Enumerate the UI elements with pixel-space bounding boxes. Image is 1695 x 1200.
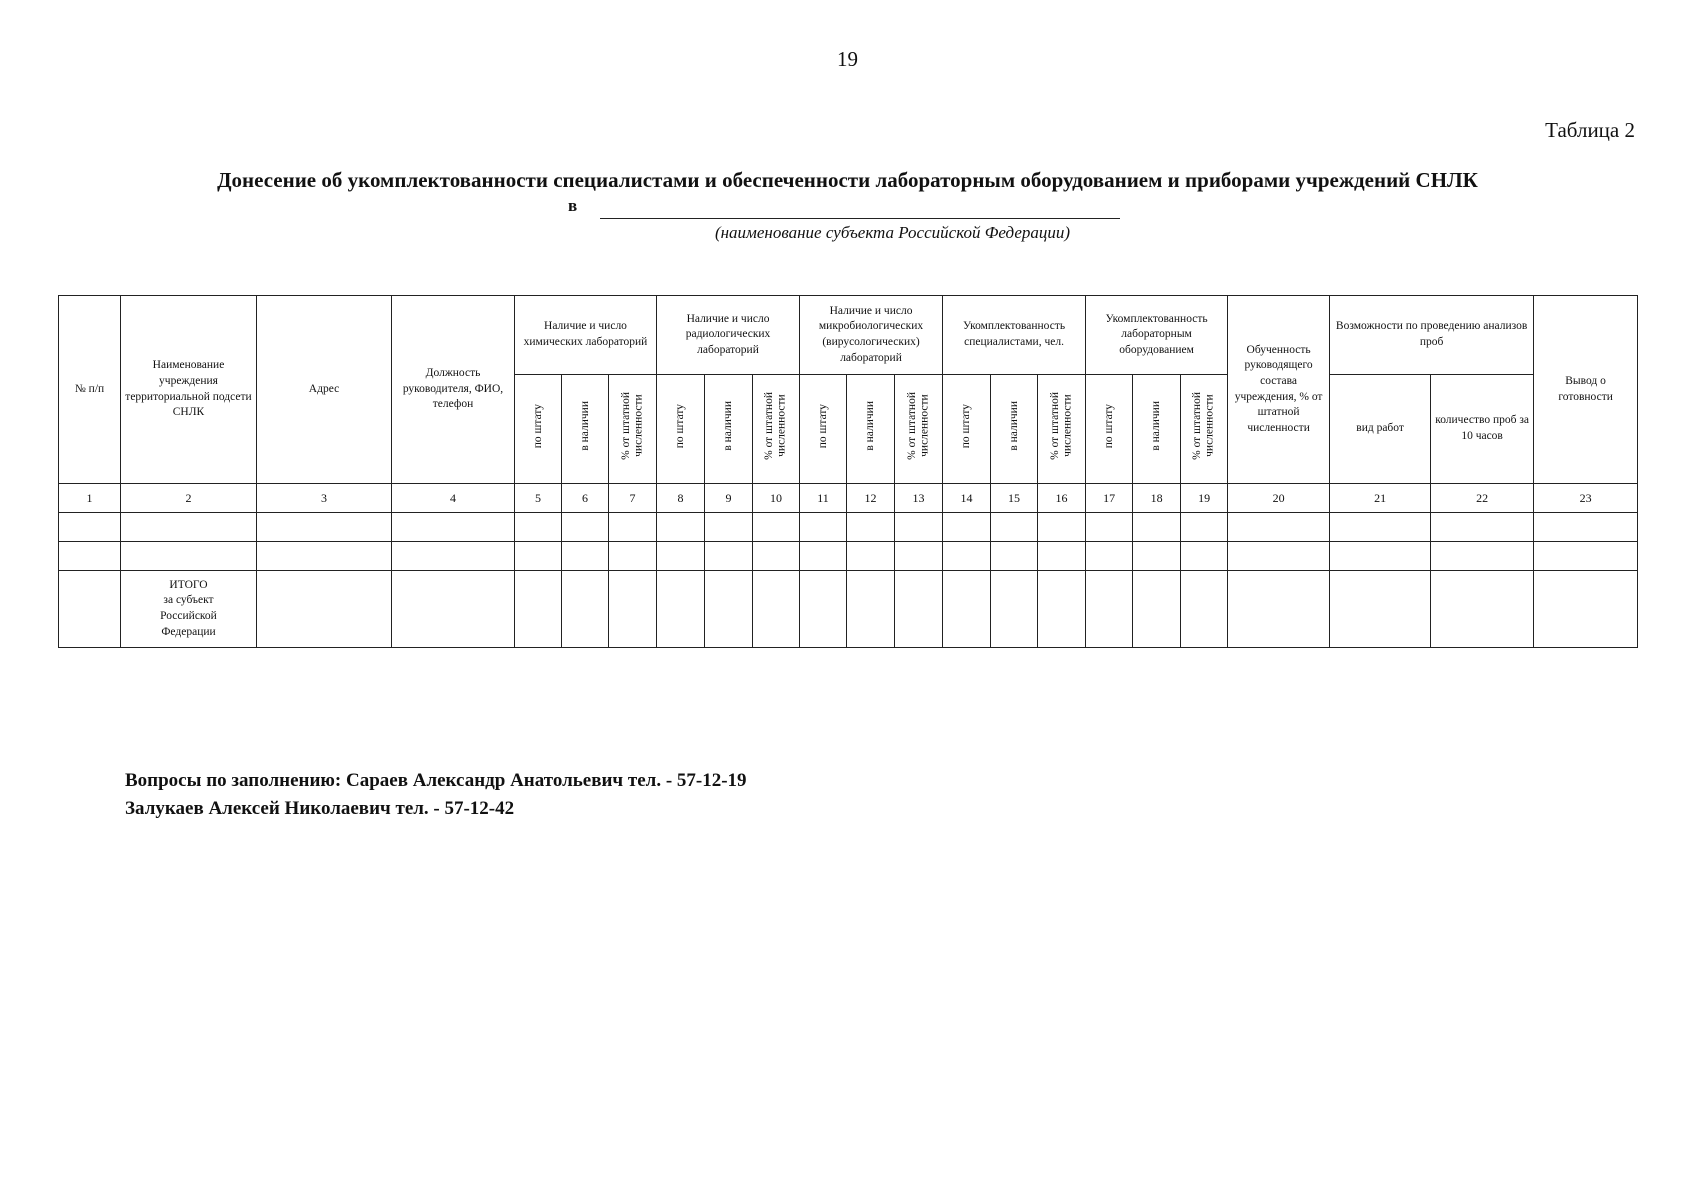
table-cell[interactable] [562,513,609,542]
header-group-analysis: Возможности по проведению анализов проб [1330,296,1534,375]
table-cell[interactable] [943,571,991,648]
table-cell[interactable] [657,571,705,648]
table-cell[interactable] [705,542,753,571]
subheader-percent: % от штатной численности [619,392,645,461]
column-number: 6 [562,484,609,513]
table-cell[interactable] [991,571,1038,648]
table-cell[interactable] [121,513,257,542]
table-cell[interactable] [800,571,847,648]
column-number: 21 [1330,484,1431,513]
table-cell[interactable] [515,542,562,571]
subheader-cell [515,375,562,484]
header-no: № п/п [59,296,121,484]
table-cell[interactable] [257,571,392,648]
table-cell[interactable] [1330,513,1431,542]
table-cell[interactable] [59,542,121,571]
table-cell[interactable] [1133,513,1181,542]
table-cell[interactable] [562,571,609,648]
table-cell[interactable] [705,513,753,542]
table-cell[interactable] [121,542,257,571]
table-cell[interactable] [1431,571,1534,648]
subheader-cell [753,375,800,484]
table-row [59,513,1638,542]
table-cell[interactable] [847,542,895,571]
header-group-staffing: Укомплектованность специалистами, чел. [943,296,1086,375]
subheader-percent: % от штатной численности [1191,392,1217,461]
document-title: Донесение об укомплектованности специалистами и обеспеченности лабораторным оборудованием и приборами учреждений СНЛК [217,168,1478,192]
table-cell[interactable] [1534,513,1638,542]
table-cell[interactable] [1330,542,1431,571]
subheader-available: в наличии [578,401,591,452]
subheader-by-staff: по штату [531,404,544,449]
table-cell[interactable] [59,571,121,648]
header-conclusion: Вывод о готовности [1534,296,1638,484]
subheader-cell [847,375,895,484]
subheader-cell [1181,375,1228,484]
subheader-cell [1086,375,1133,484]
column-number: 7 [609,484,657,513]
column-number: 13 [895,484,943,513]
table-row [59,542,1638,571]
table-cell[interactable] [1330,571,1431,648]
table-cell[interactable] [1534,571,1638,648]
table-cell[interactable] [991,542,1038,571]
table-cell[interactable] [943,542,991,571]
table-cell[interactable] [1086,571,1133,648]
header-training: Обученность руководящего состава учреждения, % от штатной численности [1228,296,1330,484]
column-number: 10 [753,484,800,513]
subheader-cell [705,375,753,484]
subheader-cell [609,375,657,484]
report-table [58,295,1638,648]
subheader-work-type: вид работ [1330,375,1431,484]
table-cell[interactable] [753,542,800,571]
header-group-chemical-labs: Наличие и число химических лабораторий [515,296,657,375]
table-cell[interactable] [1534,542,1638,571]
header-group-radiological-labs: Наличие и число радиологических лабораторий [657,296,800,375]
table-cell[interactable] [847,513,895,542]
subheader-cell [943,375,991,484]
table-cell[interactable] [609,542,657,571]
table-cell[interactable] [1228,542,1330,571]
subheader-cell [991,375,1038,484]
subheader-percent: % от штатной численности [905,392,931,461]
header-head-position: Должность руководителя, ФИО, телефон [392,296,515,484]
subject-caption: (наименование субъекта Российской Федерации) [714,223,1071,242]
subheader-cell [1038,375,1086,484]
column-number: 4 [392,484,515,513]
table-cell[interactable] [991,513,1038,542]
column-number: 3 [257,484,392,513]
header-group-equipment: Укомплектованность лабораторным оборудованием [1086,296,1228,375]
table-cell[interactable] [943,513,991,542]
column-number: 16 [1038,484,1086,513]
table-cell[interactable] [392,571,515,648]
table-cell[interactable] [1228,513,1330,542]
table-cell[interactable] [1038,571,1086,648]
table-cell[interactable] [609,513,657,542]
column-number: 5 [515,484,562,513]
table-cell[interactable] [392,542,515,571]
page-number: 19 [837,47,858,71]
table-cell[interactable] [895,513,943,542]
table-label: Таблица 2 [1545,118,1635,142]
table-cell[interactable] [800,542,847,571]
table-cell[interactable] [1181,542,1228,571]
table-cell[interactable] [1086,513,1133,542]
column-number: 18 [1133,484,1181,513]
column-number: 12 [847,484,895,513]
table-cell[interactable] [753,571,800,648]
table-cell[interactable] [1431,513,1534,542]
table-cell[interactable] [895,542,943,571]
table-cell[interactable] [705,571,753,648]
column-number: 15 [991,484,1038,513]
subheader-cell [1133,375,1181,484]
footer-contact-line-2: Залукаев Алексей Николаевич тел. - 57-12-42 [125,798,515,819]
subject-prefix: в [568,196,578,215]
table-cell[interactable] [1431,542,1534,571]
subheader-by-staff: по штату [674,404,687,449]
subject-fill-line [600,218,1120,219]
header-address: Адрес [257,296,392,484]
column-number: 17 [1086,484,1133,513]
table-cell[interactable] [1133,542,1181,571]
subheader-by-staff: по штату [960,404,973,449]
column-number: 9 [705,484,753,513]
subheader-available: в наличии [864,401,877,452]
subheader-available: в наличии [1150,401,1163,452]
column-number: 1 [59,484,121,513]
subheader-percent: % от штатной численности [763,392,789,461]
table-cell[interactable] [1181,571,1228,648]
table-cell[interactable] [657,513,705,542]
column-number: 11 [800,484,847,513]
table-cell[interactable] [847,571,895,648]
column-number: 22 [1431,484,1534,513]
subheader-cell [895,375,943,484]
subheader-percent: % от штатной численности [1048,392,1074,461]
subheader-by-staff: по штату [1102,404,1115,449]
table-cell[interactable] [515,513,562,542]
column-number-row [59,484,1638,513]
column-number: 23 [1534,484,1638,513]
column-number: 8 [657,484,705,513]
subheader-by-staff: по штату [816,404,829,449]
header-group-microbiological-labs: Наличие и число микробиологических (вирусологических) лабораторий [800,296,943,375]
table-cell[interactable] [1086,542,1133,571]
subheader-cell [657,375,705,484]
column-number: 20 [1228,484,1330,513]
column-number: 14 [943,484,991,513]
table-cell[interactable] [1181,513,1228,542]
table-cell[interactable] [515,571,562,648]
column-number: 19 [1181,484,1228,513]
subheader-available: в наличии [722,401,735,452]
table-cell[interactable] [895,571,943,648]
table-cell[interactable] [59,513,121,542]
table-cell[interactable] [657,542,705,571]
total-label [121,571,257,648]
table-cell[interactable] [1038,542,1086,571]
table-cell[interactable] [1228,571,1330,648]
table-cell[interactable] [562,542,609,571]
footer-contact-line-1: Вопросы по заполнению: Сараев Александр Анатольевич тел. - 57-12-19 [125,770,747,791]
table-cell[interactable] [800,513,847,542]
table-cell[interactable] [257,542,392,571]
subheader-samples-count: количество проб за 10 часов [1431,375,1534,484]
table-cell[interactable] [257,513,392,542]
subheader-cell [562,375,609,484]
column-number: 2 [121,484,257,513]
total-row [59,571,1638,648]
table-cell[interactable] [1038,513,1086,542]
subheader-cell [800,375,847,484]
table-cell[interactable] [753,513,800,542]
subheader-available: в наличии [1007,401,1020,452]
table-cell[interactable] [392,513,515,542]
total-label-text: ИТОГО за субъект Российской Федерации [160,578,217,638]
table-cell[interactable] [609,571,657,648]
table-cell[interactable] [1133,571,1181,648]
header-institution-name: Наименование учреждения территориальной подсети СНЛК [121,296,257,484]
